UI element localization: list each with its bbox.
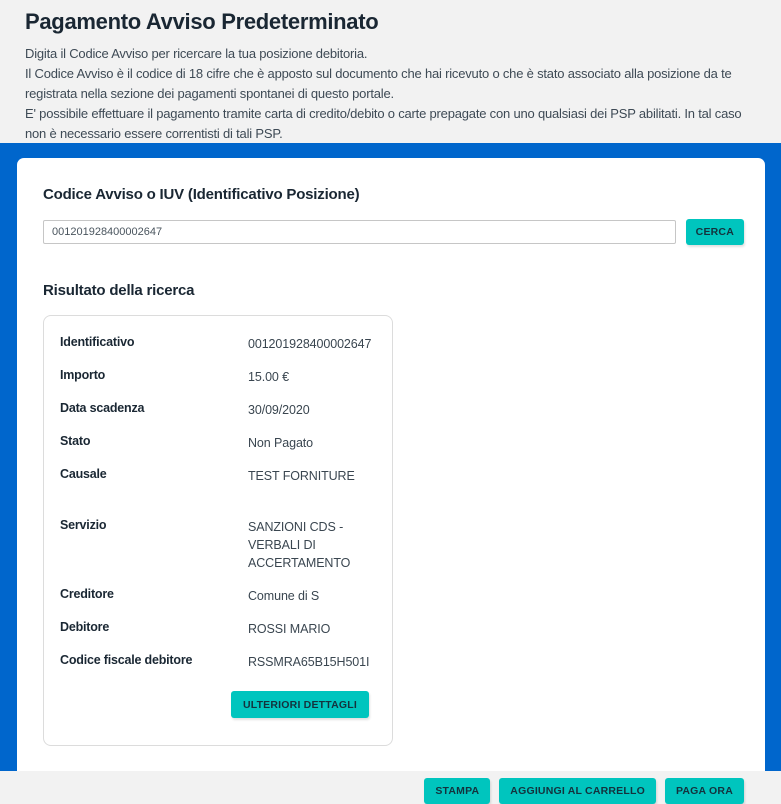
- field-label: Servizio: [60, 517, 107, 532]
- field-label: Causale: [60, 466, 107, 481]
- detail-row-importo: [60, 360, 376, 393]
- page-header: [0, 0, 781, 143]
- field-value: ROSSI MARIO: [248, 621, 331, 636]
- field-value: Comune di S: [248, 588, 320, 603]
- codice-avviso-input[interactable]: [43, 220, 676, 244]
- aggiungi-al-carrello-button[interactable]: AGGIUNGI AL CARRELLO: [499, 778, 656, 804]
- detail-row-stato: [60, 426, 376, 459]
- payment-panel: [0, 143, 781, 797]
- detail-row-servizio: [60, 510, 376, 579]
- field-value: 001201928400002647: [248, 336, 372, 351]
- result-card: [43, 315, 393, 746]
- field-value: SANZIONI CDS - VERBALI DI ACCERTAMENTO: [248, 519, 351, 570]
- detail-row-identificativo: [60, 327, 376, 360]
- field-value: TEST FORNITURE: [248, 468, 355, 483]
- paga-ora-button[interactable]: PAGA ORA: [665, 778, 744, 804]
- field-label: Stato: [60, 433, 91, 448]
- bottom-actions: [43, 778, 744, 804]
- field-label: Codice fiscale debitore: [60, 652, 193, 667]
- payment-panel-content: [17, 158, 765, 797]
- field-label: Creditore: [60, 586, 114, 601]
- cerca-button[interactable]: CERCA: [686, 219, 744, 245]
- results-heading: Risultato della ricerca: [43, 282, 195, 299]
- description-line: Il Codice Avviso è il codice di 18 cifre che è apposto sul documento che hai ricevuto o che è stato associato alla posizione da te: [25, 66, 732, 81]
- page-description: [25, 44, 756, 144]
- field-value: RSSMRA65B15H501I: [248, 654, 370, 669]
- detail-row-codice-fiscale: [60, 645, 376, 678]
- stampa-button[interactable]: STAMPA: [424, 778, 490, 804]
- description-line: Digita il Codice Avviso per ricercare la tua posizione debitoria.: [25, 46, 368, 61]
- field-label: Debitore: [60, 619, 110, 634]
- page-title: Pagamento Avviso Predeterminato: [25, 9, 379, 34]
- ulteriori-dettagli-button[interactable]: ULTERIORI DETTAGLI: [231, 691, 369, 718]
- detail-row-creditore: [60, 579, 376, 612]
- detail-row-debitore: [60, 612, 376, 645]
- field-value: Non Pagato: [248, 435, 314, 450]
- detail-row-causale: [60, 459, 376, 492]
- field-value: 30/09/2020: [248, 402, 310, 417]
- description-line: non è necessario essere correntisti di tali PSP.: [25, 126, 283, 141]
- card-actions: [60, 691, 376, 718]
- search-row: [43, 219, 744, 245]
- field-label: Data scadenza: [60, 400, 145, 415]
- codice-avviso-label: Codice Avviso o IUV (Identificativo Posizione): [43, 186, 360, 203]
- description-line: E' possibile effettuare il pagamento tramite carta di credito/debito o carte prepagate con uno qualsiasi dei PSP abilitati. In tal caso: [25, 106, 742, 121]
- field-value: 15.00 €: [248, 369, 290, 384]
- description-line: registrata nella sezione dei pagamenti spontanei di questo portale.: [25, 86, 394, 101]
- field-label: Importo: [60, 367, 106, 382]
- detail-row-data-scadenza: [60, 393, 376, 426]
- field-label: Identificativo: [60, 334, 135, 349]
